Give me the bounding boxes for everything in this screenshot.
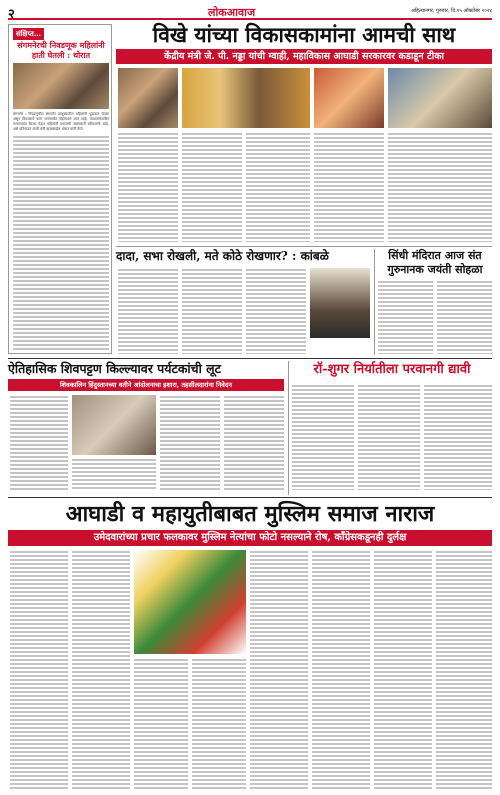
story2-text-col2	[182, 268, 242, 354]
lead-text-col3	[246, 132, 310, 242]
lead-text-col5	[388, 132, 492, 242]
story6-text-col1	[292, 384, 354, 490]
brief-body-text	[13, 135, 109, 351]
lead-photo-left	[118, 68, 178, 128]
story2-text-col1	[118, 268, 178, 354]
date-line: अहिल्यानगर, गुरुवार, दि.१५ ऑक्टोबर २०२४	[410, 8, 492, 14]
story7-photo	[134, 550, 246, 654]
lead-subhead: केंद्रीय मंत्री जे. पी. नड्डा यांची ग्वाही, महाविकास आघाडी सरकारवर कडाडून टीका	[116, 49, 492, 64]
story7-text-col7	[374, 550, 432, 790]
story3-text-col2	[437, 280, 492, 354]
masthead	[8, 4, 492, 20]
story2-text-col3	[246, 268, 306, 354]
story4-photo	[72, 395, 156, 455]
lead-headline: विखे यांच्या विकासकामांना आमची साथ	[152, 22, 456, 47]
story7-text-col6	[312, 550, 370, 790]
lead-text-col2	[182, 132, 242, 242]
story4-headline: ऐतिहासिक शिवपट्टण किल्ल्यावर पर्यटकांची लूट	[8, 361, 221, 376]
brief-body: संगमनेर : निवडणुकीत संगमनेर तालुक्यातील महिलांनी पुढाकार घेतला असून विकासाचे काम जनतेपर्यंत पोहोचवले जात आहे. मतदारसंघातील गावागावांत बैठका घेऊन महिलांनी प्रचाराची जबाबदारी स्वीकारली आहे, असे प्रतिपादन माजी मंत्री बाळासाहेब थोरात यांनी केले.	[13, 112, 109, 131]
lead-text-col1	[118, 132, 178, 242]
story3-headline: सिंधी मंदिरात आज संत गुरुनानक जयंती सोहळा	[387, 249, 483, 276]
story5-headline: शिवकालिन हिंदुस्तानच्या वतीने आंदोलनाचा इशारा, तहसीलदारांना निवेदन	[8, 379, 284, 391]
story7-subhead: उमेदवारांच्या प्रचार फलकावर मुस्लिम नेत्यांचा फोटो नसल्याने रोष, काँग्रेसकडूनही दुर्लक्ष	[8, 530, 492, 546]
story3-text-col1	[378, 280, 433, 354]
story6-headline: रॉ-शुगर निर्यातीला परवानगी द्यावी	[313, 362, 471, 377]
story4-text-col1	[10, 395, 68, 490]
lead-photo-right	[314, 68, 384, 128]
brief-column	[8, 24, 112, 354]
newspaper-logo: लोकआवाज	[208, 6, 256, 19]
story2-photo	[310, 268, 370, 338]
page-number: २	[8, 7, 15, 22]
story7-text-col3	[134, 658, 188, 790]
story4-text-col3	[160, 395, 220, 490]
story7-text-col5	[250, 550, 308, 790]
story7-text-col2	[72, 550, 130, 790]
lead-text-col4	[314, 132, 384, 242]
story4-text-col4	[224, 395, 284, 490]
story7-headline: आघाडी व महायुतीबाबत मुस्लिम समाज नाराज	[65, 501, 435, 527]
brief-photo	[13, 63, 109, 109]
brief-tag: संक्षिप्त...	[13, 28, 44, 40]
story4-text-col2	[72, 458, 156, 490]
story6-text-col3	[424, 384, 492, 490]
brief-headline: संगमनेरची निवडणूक महिलांनी हाती घेतली : थोरात	[17, 40, 105, 60]
story7-text-col1	[10, 550, 68, 790]
story7-text-col4	[192, 658, 246, 790]
story6-text-col2	[358, 384, 420, 490]
story7-text-col8	[436, 550, 492, 790]
lead-photo-center	[182, 68, 310, 128]
story2-headline: दादा, सभा रोखली, मते कोठे रोखणार? : कांबळे	[116, 249, 329, 263]
lead-photo-far-right	[388, 68, 492, 128]
